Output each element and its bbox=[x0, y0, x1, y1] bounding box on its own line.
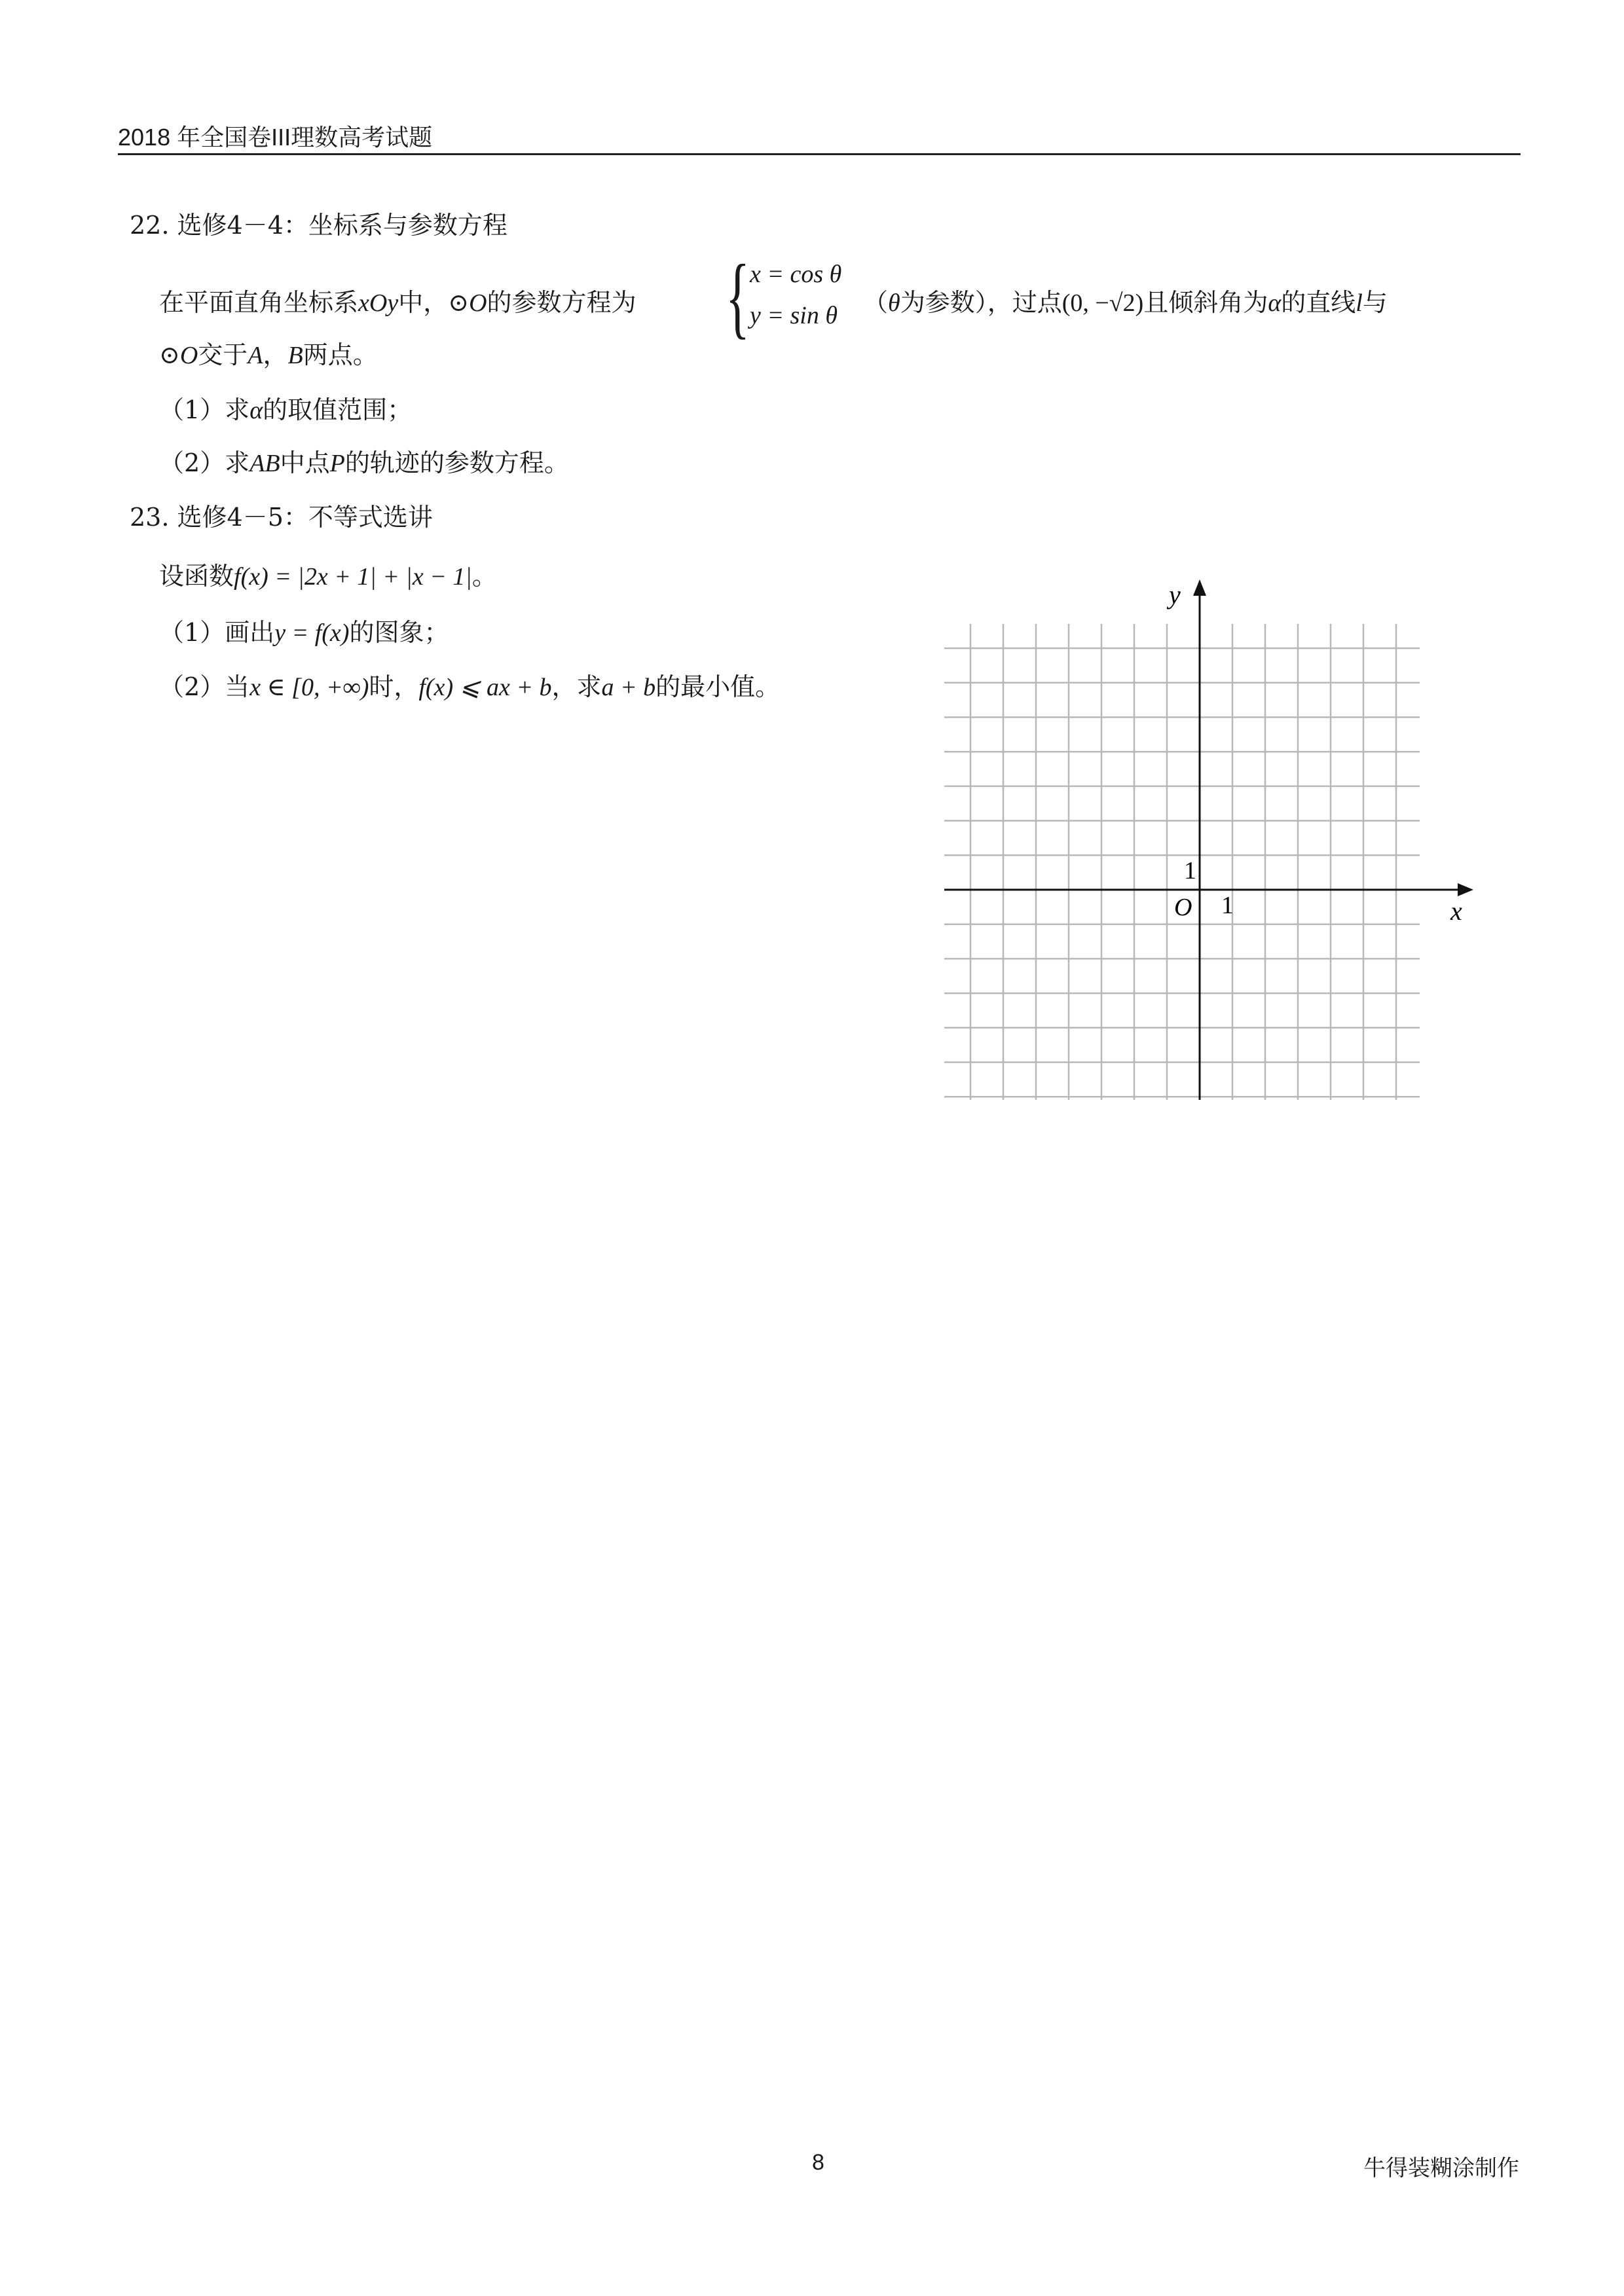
text: 的直线 bbox=[1281, 288, 1356, 317]
math: xOy bbox=[358, 289, 399, 317]
math: O bbox=[469, 289, 487, 317]
math: A bbox=[248, 342, 263, 369]
math: AB bbox=[249, 450, 280, 477]
text: ， bbox=[263, 340, 288, 369]
page-number: 8 bbox=[812, 2150, 824, 2175]
q22-line2 bbox=[159, 340, 378, 370]
q22-line1-end bbox=[863, 288, 1388, 318]
text: （2）当 bbox=[159, 672, 250, 701]
text: 的参数方程为 bbox=[487, 288, 637, 317]
text: （1）画出 bbox=[159, 618, 275, 647]
x-axis-label: x bbox=[1450, 896, 1462, 926]
text: 与 bbox=[1362, 288, 1388, 317]
left-brace: { bbox=[726, 246, 750, 348]
text: （2）求 bbox=[159, 448, 250, 477]
header-title: 2018 年全国卷III理数高考试题 bbox=[118, 124, 433, 151]
math: α bbox=[1268, 289, 1282, 317]
text: 的最小值。 bbox=[655, 672, 781, 701]
q23-function bbox=[159, 562, 497, 591]
text: （ bbox=[863, 288, 889, 317]
text: 中点 bbox=[280, 448, 330, 477]
text: 在平面直角坐标系 bbox=[159, 288, 359, 317]
text: ，求 bbox=[551, 672, 602, 701]
y-unit-label: 1 bbox=[1184, 857, 1196, 884]
circle-symbol: ⊙ bbox=[159, 342, 180, 369]
q22-line1-start bbox=[159, 288, 637, 318]
text: 时， bbox=[369, 672, 419, 701]
system-eq-2: y = sin θ bbox=[750, 302, 838, 329]
math: B bbox=[287, 342, 303, 369]
text: 且倾斜角为 bbox=[1143, 288, 1268, 317]
math: θ bbox=[888, 289, 900, 317]
text: 的图象； bbox=[349, 618, 449, 647]
header-rule bbox=[118, 153, 1521, 155]
text: 的取值范围； bbox=[263, 395, 413, 424]
math: y = f(x) bbox=[274, 619, 350, 647]
math: f(x) = |2x + 1| + |x − 1| bbox=[234, 563, 472, 591]
text: 两点。 bbox=[303, 340, 378, 369]
math: (0, −√2) bbox=[1061, 289, 1144, 317]
text: 。 bbox=[471, 562, 497, 591]
text: 为参数），过点 bbox=[900, 288, 1062, 317]
text: 交于 bbox=[198, 340, 248, 369]
y-axis-arrow-icon bbox=[1193, 579, 1206, 596]
q23-part1 bbox=[159, 618, 449, 647]
math: a + b bbox=[601, 674, 656, 701]
x-axis-arrow-icon bbox=[1458, 883, 1473, 896]
q22-heading: 22. 选修4－4：坐标系与参数方程 bbox=[130, 211, 507, 240]
footer-credit: 牛得装糊涂制作 bbox=[1363, 2156, 1519, 2181]
q23-part2 bbox=[159, 672, 780, 702]
math: f(x) ⩽ ax + b bbox=[418, 674, 552, 701]
text: 设函数 bbox=[159, 562, 234, 591]
math: l bbox=[1356, 289, 1363, 317]
system-eq-1: x = cos θ bbox=[750, 261, 842, 288]
math: x ∈ [0, +∞) bbox=[249, 674, 369, 701]
text: 中， bbox=[398, 288, 449, 317]
coordinate-grid bbox=[930, 563, 1493, 1100]
q23-heading: 23. 选修4－5：不等式选讲 bbox=[130, 503, 433, 532]
math: O bbox=[179, 342, 198, 369]
origin-label: O bbox=[1174, 894, 1192, 921]
y-axis-label: y bbox=[1169, 580, 1181, 610]
q22-part1 bbox=[159, 395, 412, 425]
x-unit-label: 1 bbox=[1221, 892, 1234, 919]
math: α bbox=[249, 397, 263, 424]
text: 的轨迹的参数方程。 bbox=[344, 448, 569, 477]
math: P bbox=[329, 450, 345, 477]
text: （1）求 bbox=[159, 395, 250, 424]
circle-symbol: ⊙ bbox=[448, 289, 470, 317]
q22-part2 bbox=[159, 448, 569, 478]
